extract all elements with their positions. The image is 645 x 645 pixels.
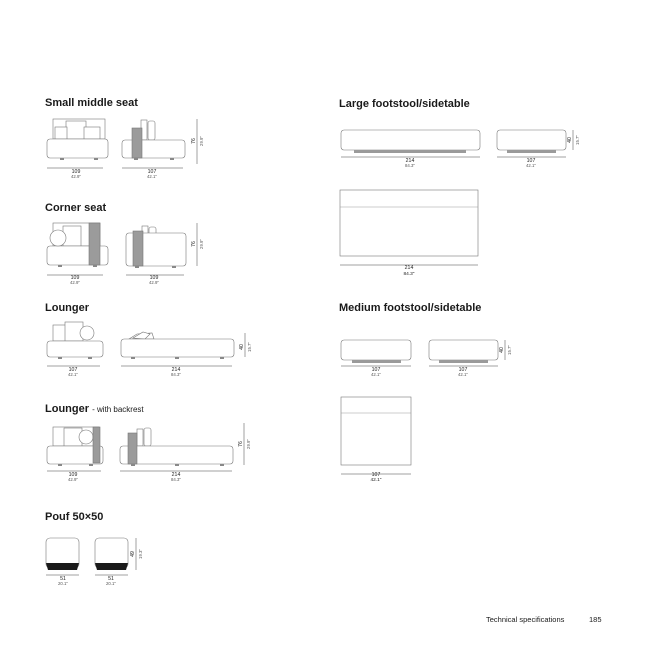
dim-pouf-side-cm: 51 bbox=[108, 576, 114, 582]
dim-medium-top-cm: 107 bbox=[371, 472, 381, 478]
dim-lounger-backrest-front-cm: 109 bbox=[68, 472, 78, 478]
dim-medium-front-cm: 107 bbox=[371, 367, 381, 373]
dim-large-height-cm: 40 bbox=[567, 137, 573, 143]
title-small-middle-seat: Small middle seat bbox=[45, 97, 138, 109]
dim-lounger-side-in: 84.3" bbox=[171, 372, 181, 377]
dim-lounger-side-cm: 214 bbox=[171, 367, 181, 373]
dim-large-top-in: 84.3" bbox=[403, 272, 415, 277]
dim-medium-front-in: 42.1" bbox=[371, 372, 381, 377]
dim-large-top-cm: 214 bbox=[404, 265, 414, 271]
dim-large-side-in: 42.1" bbox=[526, 163, 536, 168]
dim-lounger-backrest-height-cm: 76 bbox=[238, 441, 244, 447]
dim-lounger-front-cm: 107 bbox=[68, 367, 78, 373]
dim-corner-front-in: 42.9" bbox=[70, 280, 80, 285]
footer-label: Technical specifications bbox=[486, 615, 565, 624]
dim-large-front-cm: 214 bbox=[405, 158, 415, 164]
dim-small-height-in: 29.9" bbox=[199, 136, 204, 146]
title-lounger-backrest-sub: - with backrest bbox=[92, 405, 144, 414]
dim-small-side-cm: 107 bbox=[147, 169, 157, 175]
dim-large-side-cm: 107 bbox=[526, 158, 536, 164]
dim-medium-height-in: 15.7" bbox=[507, 345, 512, 355]
dim-medium-top-in: 42.1" bbox=[370, 478, 382, 483]
dim-pouf-height-in: 19.3" bbox=[138, 549, 143, 559]
dim-lounger-backrest-side-cm: 214 bbox=[171, 472, 181, 478]
dim-lounger-backrest-side-in: 84.3" bbox=[171, 477, 181, 482]
dim-corner-height-in: 29.9" bbox=[199, 239, 204, 249]
dim-small-height-cm: 76 bbox=[191, 138, 197, 144]
dim-lounger-height-in: 15.7" bbox=[247, 342, 252, 352]
dim-medium-side-cm: 107 bbox=[458, 367, 468, 373]
title-medium-footstool: Medium footstool/sidetable bbox=[339, 302, 482, 314]
dim-corner-side-in: 42.9" bbox=[149, 280, 159, 285]
title-lounger: Lounger bbox=[45, 302, 89, 314]
dim-medium-height-cm: 40 bbox=[499, 347, 505, 353]
dim-lounger-backrest-height-in: 29.9" bbox=[246, 439, 251, 449]
dim-medium-side-in: 42.1" bbox=[458, 372, 468, 377]
title-corner-seat: Corner seat bbox=[45, 202, 107, 214]
dim-corner-height-cm: 76 bbox=[191, 241, 197, 247]
dim-pouf-front-cm: 51 bbox=[60, 576, 66, 582]
dim-lounger-front-in: 42.1" bbox=[68, 372, 78, 377]
dim-small-front-cm: 109 bbox=[71, 169, 81, 175]
title-lounger-backrest-main: Lounger bbox=[45, 403, 89, 415]
dim-corner-side-cm: 109 bbox=[149, 275, 159, 281]
dim-small-side-in: 42.1" bbox=[147, 174, 157, 179]
title-pouf: Pouf 50×50 bbox=[45, 511, 104, 523]
dim-corner-front-cm: 109 bbox=[70, 275, 80, 281]
dim-large-front-in: 84.3" bbox=[405, 163, 415, 168]
dim-lounger-backrest-front-in: 42.9" bbox=[68, 477, 78, 482]
dim-pouf-front-in: 20.1" bbox=[58, 581, 68, 586]
title-large-footstool: Large footstool/sidetable bbox=[339, 98, 470, 110]
dim-small-front-in: 42.9" bbox=[71, 174, 81, 179]
dim-lounger-height-cm: 40 bbox=[239, 344, 245, 350]
dim-large-height-in: 15.7" bbox=[575, 135, 580, 145]
dim-pouf-side-in: 20.1" bbox=[106, 581, 116, 586]
dim-pouf-height-cm: 49 bbox=[130, 551, 136, 557]
page-number: 185 bbox=[589, 615, 602, 624]
